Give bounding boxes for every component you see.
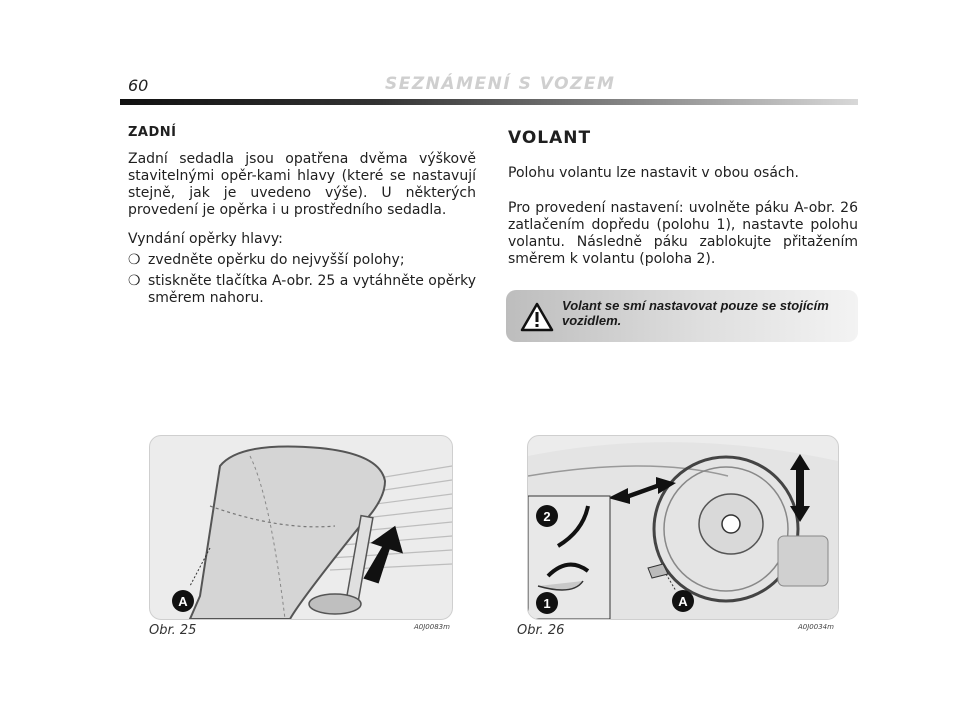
- paragraph-procedure: Pro provedení nastavení: uvolněte páku A-obr. 26 zatlačením dopředu (polohu 1), nastavte polohu volantu. Následně páku zablokujte přitažením směrem k volantu (poloha 2).: [508, 200, 858, 267]
- list-item-text: zvedněte opěrku do nejvyšší polohy;: [148, 252, 405, 268]
- list-item-text: stiskněte tlačítka A-obr. 25 a vytáhněte opěrky směrem nahoru.: [148, 273, 477, 306]
- page-number: 60: [128, 76, 149, 95]
- figure-code: A0J0034m: [798, 623, 834, 631]
- paragraph-removal-intro: Vyndání opěrky hlavy:: [128, 231, 283, 247]
- figure-headrest: [149, 435, 453, 620]
- section-title: SEZNÁMENÍ S VOZEM: [385, 74, 616, 94]
- label-a: A: [178, 594, 188, 609]
- figure-caption: Obr. 25: [149, 623, 197, 638]
- warning-triangle-icon: [520, 302, 554, 337]
- right-column: [508, 124, 858, 280]
- paragraph-adjustable: Polohu volantu lze nastavit v obou osách.: [508, 165, 799, 181]
- label-2: 2: [543, 509, 551, 524]
- bullet-circle-icon: ❍: [128, 252, 141, 268]
- label-a: A: [678, 594, 688, 609]
- list-item: [128, 252, 476, 269]
- steering-illustration: [528, 436, 838, 619]
- list-item: [128, 273, 476, 307]
- paragraph-rear-seats: Zadní sedadla jsou opatřena dvěma výškově stavitelnými opěr-kami hlavy (které se nastavují stejně, jak je uvedeno výše). U některých provedení je opěrka i u prostředního sedadla.: [128, 151, 476, 218]
- figure-steering-wheel: [527, 435, 839, 620]
- header-rule: [120, 99, 858, 105]
- warning-text: Volant se smí nastavovat pouze se stojícím vozidlem.: [562, 298, 829, 328]
- heading-steering-wheel: VOLANT: [508, 128, 592, 148]
- headrest-illustration: [150, 436, 452, 619]
- label-1: 1: [543, 596, 551, 611]
- figure-caption: Obr. 26: [517, 623, 565, 638]
- warning-box: [506, 290, 858, 342]
- bullet-circle-icon: ❍: [128, 273, 141, 289]
- subheading-rear: ZADNÍ: [128, 125, 177, 140]
- left-column: [128, 124, 476, 311]
- figure-code: A0J0083m: [414, 623, 450, 631]
